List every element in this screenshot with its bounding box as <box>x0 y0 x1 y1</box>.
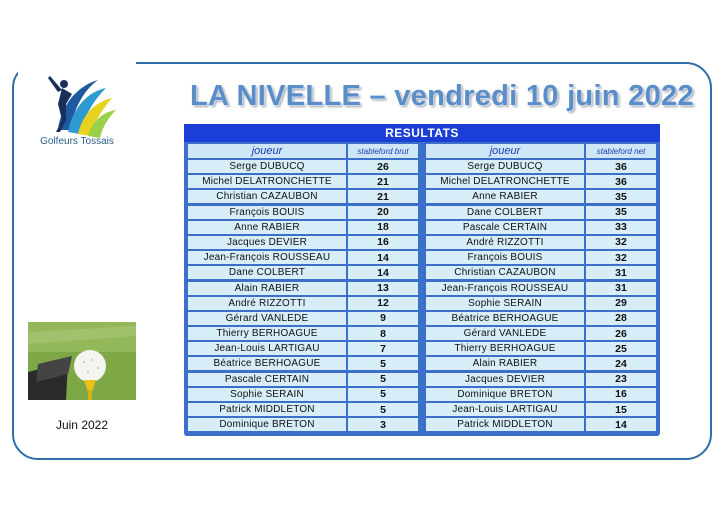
table-row <box>426 357 656 370</box>
player-score: 24 <box>586 357 656 370</box>
net-header-row <box>426 144 656 158</box>
player-score: 32 <box>586 251 656 264</box>
player-score: 35 <box>586 190 656 203</box>
table-row <box>426 221 656 234</box>
player-name: Jean-François ROUSSEAU <box>188 251 346 264</box>
results-heading: RESULTATS <box>184 124 660 142</box>
player-name: André RIZZOTTI <box>426 236 584 249</box>
net-score-header: stableford net <box>586 144 656 158</box>
player-name: Jean-François ROUSSEAU <box>426 282 584 295</box>
brut-column <box>188 144 418 433</box>
table-row <box>426 251 656 264</box>
player-name: Sophie SERAIN <box>426 297 584 310</box>
table-row <box>426 388 656 401</box>
date-caption: Juin 2022 <box>55 418 109 432</box>
player-score: 13 <box>348 282 418 295</box>
table-row <box>188 221 418 234</box>
player-score: 7 <box>348 342 418 355</box>
golf-ball-icon <box>28 322 136 400</box>
player-score: 21 <box>348 190 418 203</box>
player-name: Gérard VANLEDE <box>426 327 584 340</box>
player-name: Serge DUBUCQ <box>188 160 346 173</box>
player-name: Sophie SERAIN <box>188 388 346 401</box>
table-row <box>188 190 418 203</box>
player-name: François BOUIS <box>426 251 584 264</box>
table-row <box>188 418 418 431</box>
player-score: 16 <box>348 236 418 249</box>
table-row <box>188 388 418 401</box>
player-name: Dominique BRETON <box>188 418 346 431</box>
player-name: Dane COLBERT <box>188 266 346 279</box>
net-player-header: joueur <box>426 144 584 158</box>
player-score: 14 <box>348 266 418 279</box>
player-score: 32 <box>586 236 656 249</box>
table-row <box>426 312 656 325</box>
player-name: Alain RABIER <box>188 282 346 295</box>
table-row <box>426 160 656 173</box>
player-name: Anne RABIER <box>188 221 346 234</box>
club-logo <box>18 58 136 164</box>
player-score: 20 <box>348 206 418 219</box>
player-score: 16 <box>586 388 656 401</box>
table-row <box>426 342 656 355</box>
player-score: 5 <box>348 388 418 401</box>
player-name: Dominique BRETON <box>426 388 584 401</box>
player-name: Jean-Louis LARTIGAU <box>426 403 584 416</box>
player-name: Patrick MIDDLETON <box>426 418 584 431</box>
player-name: Gérard VANLEDE <box>188 312 346 325</box>
table-row <box>188 297 418 310</box>
brut-player-header: joueur <box>188 144 346 158</box>
golfer-logo-icon <box>18 58 136 164</box>
player-name: Béatrice BERHOAGUE <box>188 357 346 370</box>
table-row <box>426 266 656 279</box>
player-score: 28 <box>586 312 656 325</box>
club-name: Golfeurs Tossais <box>40 136 114 147</box>
player-name: Anne RABIER <box>426 190 584 203</box>
table-row <box>426 206 656 219</box>
table-row <box>188 327 418 340</box>
player-name: Christian CAZAUBON <box>188 190 346 203</box>
table-row <box>426 282 656 295</box>
table-row <box>426 175 656 188</box>
table-row <box>426 190 656 203</box>
table-row <box>426 418 656 431</box>
player-name: Thierry BERHOAGUE <box>188 327 346 340</box>
player-name: Jacques DEVIER <box>188 236 346 249</box>
net-column <box>426 144 656 433</box>
table-row <box>426 236 656 249</box>
table-row <box>188 357 418 370</box>
player-name: Christian CAZAUBON <box>426 266 584 279</box>
player-name: Serge DUBUCQ <box>426 160 584 173</box>
player-score: 31 <box>586 266 656 279</box>
player-score: 21 <box>348 175 418 188</box>
results-table <box>184 124 660 436</box>
player-score: 5 <box>348 373 418 386</box>
player-score: 14 <box>586 418 656 431</box>
player-score: 9 <box>348 312 418 325</box>
player-name: Jean-Louis LARTIGAU <box>188 342 346 355</box>
player-name: Patrick MIDDLETON <box>188 403 346 416</box>
player-score: 35 <box>586 206 656 219</box>
player-score: 29 <box>586 297 656 310</box>
table-row <box>188 403 418 416</box>
page-title: LA NIVELLE – vendredi 10 juin 2022 <box>190 80 694 112</box>
brut-header-row <box>188 144 418 158</box>
table-row <box>426 403 656 416</box>
table-row <box>188 312 418 325</box>
player-score: 14 <box>348 251 418 264</box>
player-score: 5 <box>348 403 418 416</box>
player-score: 3 <box>348 418 418 431</box>
player-score: 25 <box>586 342 656 355</box>
player-name: Michel DELATRONCHETTE <box>188 175 346 188</box>
player-score: 36 <box>586 160 656 173</box>
player-score: 31 <box>586 282 656 295</box>
player-score: 26 <box>586 327 656 340</box>
player-name: Jacques DEVIER <box>426 373 584 386</box>
player-name: Alain RABIER <box>426 357 584 370</box>
table-row <box>188 236 418 249</box>
table-row <box>426 297 656 310</box>
player-score: 36 <box>586 175 656 188</box>
table-row <box>188 282 418 295</box>
player-score: 5 <box>348 357 418 370</box>
table-row <box>188 206 418 219</box>
table-row <box>426 373 656 386</box>
player-name: Dane COLBERT <box>426 206 584 219</box>
player-score: 15 <box>586 403 656 416</box>
player-score: 33 <box>586 221 656 234</box>
player-name: Pascale CERTAIN <box>426 221 584 234</box>
player-name: Béatrice BERHOAGUE <box>426 312 584 325</box>
player-name: François BOUIS <box>188 206 346 219</box>
player-name: Pascale CERTAIN <box>188 373 346 386</box>
table-row <box>188 373 418 386</box>
player-score: 26 <box>348 160 418 173</box>
table-row <box>426 327 656 340</box>
player-name: Thierry BERHOAGUE <box>426 342 584 355</box>
brut-score-header: stableford brut <box>348 144 418 158</box>
player-score: 18 <box>348 221 418 234</box>
player-score: 12 <box>348 297 418 310</box>
player-score: 8 <box>348 327 418 340</box>
player-name: André RIZZOTTI <box>188 297 346 310</box>
player-score: 23 <box>586 373 656 386</box>
player-name: Michel DELATRONCHETTE <box>426 175 584 188</box>
table-row <box>188 160 418 173</box>
table-row <box>188 266 418 279</box>
golf-ball-photo <box>28 322 136 400</box>
table-row <box>188 342 418 355</box>
table-row <box>188 251 418 264</box>
table-row <box>188 175 418 188</box>
